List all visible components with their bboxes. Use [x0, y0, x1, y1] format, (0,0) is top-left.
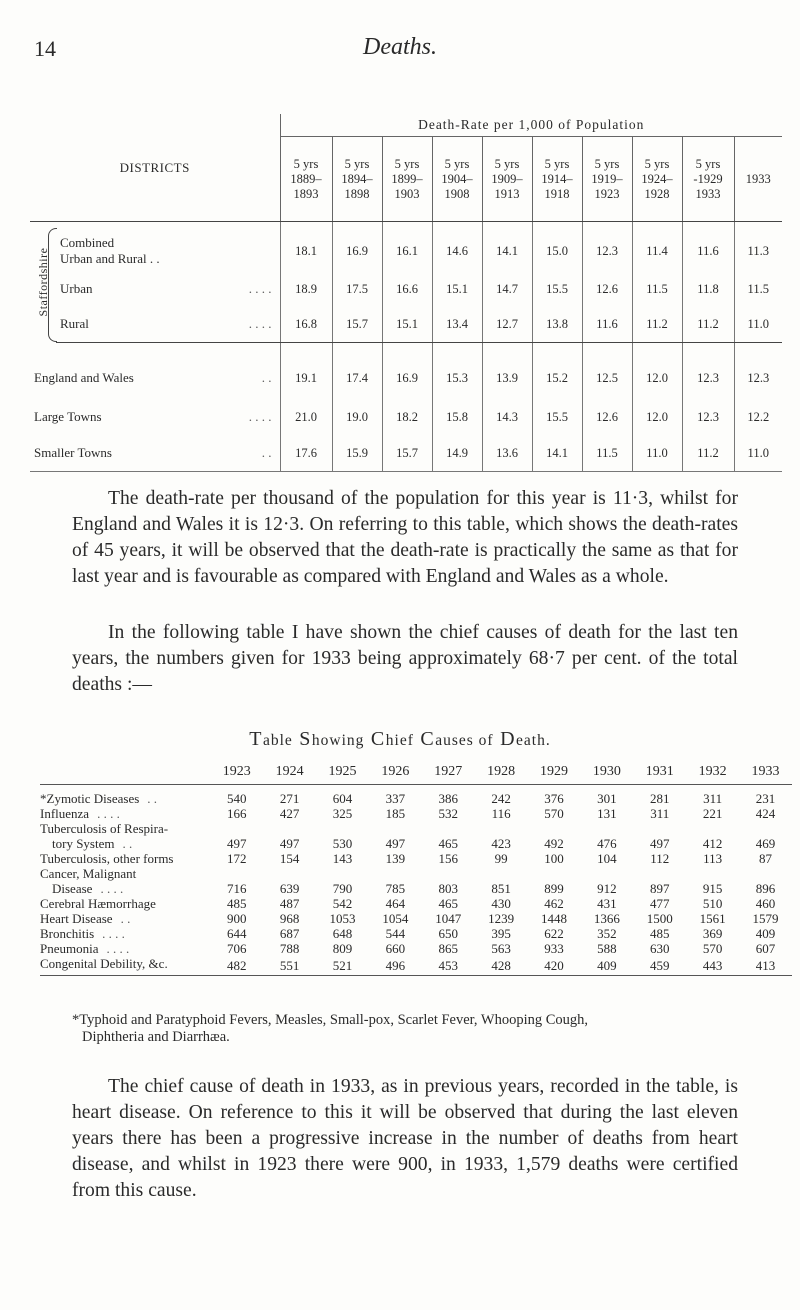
count-cell: 607	[755, 941, 776, 956]
count-cell: 221	[702, 806, 723, 821]
cause-label: Bronchitis . . . .	[40, 926, 125, 941]
count-cell: 648	[332, 926, 353, 941]
year-header: 1925	[328, 764, 357, 779]
count-cell: 139	[385, 851, 406, 866]
count-cell: 1053	[329, 911, 356, 926]
rate-cell: 13.6	[482, 435, 532, 472]
count-cell: 485	[650, 926, 670, 941]
count-cell: 706	[227, 941, 247, 956]
year-header: 1933	[751, 764, 780, 779]
period-header: 5 yrs 1914– 1918	[532, 137, 582, 222]
count-cell: 1054	[382, 911, 409, 926]
count-cell: 395	[491, 926, 511, 941]
count-cell: 482	[227, 958, 247, 973]
count-cell: 469	[755, 836, 776, 851]
count-cell: 551	[279, 958, 300, 973]
count-cell: 386	[438, 791, 459, 806]
rate-cell: 11.0	[734, 306, 782, 343]
rate-cell: 11.5	[734, 272, 782, 306]
footnote	[72, 1012, 772, 1046]
count-cell: 544	[385, 926, 406, 941]
rate-cell: 11.3	[734, 222, 782, 273]
count-cell: 896	[755, 881, 776, 896]
rate-cell: 15.1	[432, 272, 482, 306]
rate-cell: 16.9	[332, 222, 382, 273]
period-header: 5 yrs 1904– 1908	[432, 137, 482, 222]
count-cell: 413	[755, 958, 776, 973]
count-cell: 337	[385, 791, 406, 806]
rate-cell: 12.3	[682, 399, 734, 435]
count-cell: 497	[385, 836, 406, 851]
count-cell: 369	[702, 926, 723, 941]
rate-cell: 11.2	[632, 306, 682, 343]
count-cell: 459	[650, 958, 670, 973]
table-row	[40, 806, 792, 821]
count-cell: 427	[279, 806, 300, 821]
count-cell: 185	[385, 806, 406, 821]
death-rate-superheader: Death-Rate per 1,000 of Population	[280, 114, 782, 137]
table-row	[40, 941, 792, 956]
count-cell: 424	[755, 806, 776, 821]
year-header: 1927	[434, 764, 463, 779]
rate-cell: 13.9	[482, 343, 532, 400]
rate-cell: 11.0	[734, 435, 782, 472]
count-cell: 352	[597, 926, 617, 941]
period-header: 5 yrs 1899– 1903	[382, 137, 432, 222]
count-cell: 912	[597, 881, 617, 896]
count-cell: 530	[332, 836, 353, 851]
count-cell: 242	[491, 791, 511, 806]
year-header: 1930	[592, 764, 621, 779]
rate-cell: 12.6	[582, 399, 632, 435]
rate-cell: 15.5	[532, 272, 582, 306]
period-header: 5 yrs 1919– 1923	[582, 137, 632, 222]
cause-label: Congenital Debility, &c.	[40, 956, 168, 971]
table-row	[30, 435, 782, 472]
rate-cell: 14.1	[532, 435, 582, 472]
count-cell: 465	[438, 836, 459, 851]
rate-cell: 16.9	[382, 343, 432, 400]
count-cell: 933	[544, 941, 564, 956]
rate-cell: 12.6	[582, 272, 632, 306]
table-row	[30, 306, 782, 343]
cause-label: Influenza . . . .	[40, 806, 120, 821]
count-cell: 915	[702, 881, 723, 896]
count-cell: 431	[597, 896, 617, 911]
count-cell: 465	[438, 896, 459, 911]
period-header: 5 yrs 1889– 1893	[280, 137, 332, 222]
districts-header: DISTRICTS	[30, 114, 280, 222]
count-cell: 1579	[752, 911, 779, 926]
paragraph-death-rate: The death-rate per thousand of the population for this year is 11·3, whilst for England and Wales it is 12·3. On referring to this table, which shows the death-rates of 45 years, it will be observed that the death-rate is practically the same as that for last year and is favourable as compared with England and Wales as a whole.	[72, 488, 738, 587]
count-cell: 131	[597, 806, 617, 821]
rate-cell: 15.9	[332, 435, 382, 472]
count-cell: 630	[650, 941, 670, 956]
rate-cell: 14.3	[482, 399, 532, 435]
rate-cell: 15.1	[382, 306, 432, 343]
rate-cell: 17.4	[332, 343, 382, 400]
cause-label: Pneumonia . . . .	[40, 941, 130, 956]
rate-cell: 21.0	[280, 399, 332, 435]
causes-of-death-table	[40, 760, 792, 976]
count-cell: 639	[279, 881, 300, 896]
count-cell: 540	[227, 791, 247, 806]
footnote-line: *Typhoid and Paratyphoid Fevers, Measles, Small-pox, Scarlet Fever, Whooping Cough,	[72, 1012, 589, 1028]
rate-cell: 11.5	[632, 272, 682, 306]
rate-cell: 12.3	[734, 343, 782, 400]
period-header: 5 yrs 1909– 1913	[482, 137, 532, 222]
cause-label: *Zymotic Diseases . .	[40, 791, 158, 806]
row-label: Rural . . . .	[56, 306, 280, 343]
count-cell: 443	[702, 958, 723, 973]
count-cell: 492	[544, 836, 564, 851]
brace-mark	[48, 228, 57, 342]
count-cell: 460	[755, 896, 776, 911]
rate-cell: 12.3	[582, 222, 632, 273]
rate-cell: 14.9	[432, 435, 482, 472]
page-number: 14	[34, 36, 56, 61]
rate-cell: 13.4	[432, 306, 482, 343]
count-cell: 1500	[646, 911, 673, 926]
count-cell: 588	[597, 941, 617, 956]
count-cell: 271	[279, 791, 300, 806]
count-cell: 376	[544, 791, 564, 806]
table-row	[40, 926, 792, 941]
rate-cell: 15.7	[332, 306, 382, 343]
rate-cell: 19.1	[280, 343, 332, 400]
count-cell: 1366	[593, 911, 620, 926]
rate-cell: 18.2	[382, 399, 432, 435]
year-header: 1926	[381, 764, 410, 779]
year-header: 1923	[222, 764, 251, 779]
period-header: 5 yrs -1929 1933	[682, 137, 734, 222]
rate-cell: 11.0	[632, 435, 682, 472]
count-cell: 87	[759, 851, 773, 866]
rate-cell: 11.2	[682, 306, 734, 343]
county-group	[30, 222, 56, 343]
rate-cell: 17.6	[280, 435, 332, 472]
year-header: 1928	[487, 764, 516, 779]
count-cell: 563	[491, 941, 511, 956]
rate-cell: 14.7	[482, 272, 532, 306]
rate-cell: 15.7	[382, 435, 432, 472]
count-cell: 851	[491, 881, 511, 896]
count-cell: 311	[703, 791, 723, 806]
count-cell: 809	[332, 941, 353, 956]
count-cell: 570	[702, 941, 723, 956]
cause-label: Tuberculosis of Respira-	[40, 821, 169, 836]
table-row	[40, 896, 792, 911]
cause-label: Heart Disease . .	[40, 911, 131, 926]
count-cell: 1239	[488, 911, 515, 926]
count-cell: 104	[597, 851, 617, 866]
count-cell: 521	[332, 958, 353, 973]
count-cell: 1448	[541, 911, 568, 926]
footnote-line: Diphtheria and Diarrhæa.	[82, 1029, 230, 1045]
row-label: Combined Urban and Rural . .	[60, 235, 160, 266]
count-cell: 570	[544, 806, 564, 821]
row-label: Urban . . . .	[60, 281, 272, 296]
period-header: 1933	[734, 137, 782, 222]
rate-cell: 12.0	[632, 399, 682, 435]
rate-cell: 18.9	[280, 272, 332, 306]
table-row	[40, 911, 792, 926]
count-cell: 453	[438, 958, 459, 973]
cause-label: Cancer, Malignant	[40, 866, 137, 881]
table-row-continued-label	[40, 821, 792, 836]
row-label: England and Wales . .	[34, 370, 272, 385]
rate-cell: 14.1	[482, 222, 532, 273]
count-cell: 409	[755, 926, 776, 941]
year-header: 1924	[275, 764, 304, 779]
period-header: 5 yrs 1894– 1898	[332, 137, 382, 222]
count-cell: 510	[702, 896, 723, 911]
county-label: Staffordshire	[36, 247, 50, 317]
count-cell: 900	[227, 911, 247, 926]
count-cell: 423	[491, 836, 511, 851]
table-row	[40, 851, 792, 866]
count-cell: 156	[438, 851, 459, 866]
rate-cell: 15.3	[432, 343, 482, 400]
table-row	[40, 836, 792, 851]
table-row	[30, 272, 782, 306]
count-cell: 485	[227, 896, 247, 911]
count-cell: 430	[491, 896, 511, 911]
rate-cell: 16.1	[382, 222, 432, 273]
count-cell: 113	[703, 851, 723, 866]
count-cell: 462	[544, 896, 564, 911]
cause-label: Disease . . . .	[52, 881, 124, 896]
cause-label: Cerebral Hæmorrhage	[40, 896, 156, 911]
count-cell: 281	[650, 791, 670, 806]
row-label: Smaller Towns . .	[30, 435, 280, 472]
page-title: Deaths.	[363, 34, 437, 60]
count-cell: 1561	[699, 911, 726, 926]
count-cell: 604	[332, 791, 353, 806]
paragraph-causes-intro: In the following table I have shown the chief causes of death for the last ten years, the numbers given for 1933 being approximately 68·7 per cent. of the total deaths :—	[72, 622, 738, 695]
table-row	[30, 399, 782, 435]
table-row	[40, 956, 792, 976]
rate-cell: 11.6	[582, 306, 632, 343]
rate-cell: 11.5	[582, 435, 632, 472]
count-cell: 409	[597, 958, 617, 973]
year-header: 1929	[540, 764, 569, 779]
count-cell: 497	[227, 836, 247, 851]
count-cell: 803	[438, 881, 459, 896]
count-cell: 716	[227, 881, 247, 896]
count-cell: 476	[597, 836, 617, 851]
count-cell: 542	[332, 896, 353, 911]
count-cell: 325	[332, 806, 353, 821]
cause-label: tory System . .	[52, 836, 133, 851]
count-cell: 687	[279, 926, 300, 941]
table-row	[30, 343, 782, 400]
year-header-row	[40, 760, 792, 785]
count-cell: 99	[494, 851, 508, 866]
count-cell: 785	[385, 881, 406, 896]
count-cell: 497	[279, 836, 300, 851]
count-cell: 143	[332, 851, 353, 866]
count-cell: 968	[279, 911, 300, 926]
count-cell: 154	[279, 851, 300, 866]
rate-cell: 11.4	[632, 222, 682, 273]
rate-cell: 16.6	[382, 272, 432, 306]
count-cell: 166	[227, 806, 247, 821]
count-cell: 464	[385, 896, 406, 911]
count-cell: 428	[491, 958, 511, 973]
rate-cell: 11.6	[682, 222, 734, 273]
rate-cell: 15.5	[532, 399, 582, 435]
count-cell: 497	[650, 836, 670, 851]
rate-cell: 12.3	[682, 343, 734, 400]
count-cell: 897	[650, 881, 670, 896]
count-cell: 899	[544, 881, 564, 896]
rate-cell: 17.5	[332, 272, 382, 306]
table-row-continued-label	[40, 866, 792, 881]
rate-cell: 12.7	[482, 306, 532, 343]
period-header: 5 yrs 1924– 1928	[632, 137, 682, 222]
rate-cell: 12.0	[632, 343, 682, 400]
rate-cell: 18.1	[280, 222, 332, 273]
cause-label: Tuberculosis, other forms	[40, 851, 174, 866]
count-cell: 532	[438, 806, 459, 821]
table-row	[40, 791, 792, 806]
count-cell: 112	[650, 851, 670, 866]
count-cell: 301	[597, 791, 617, 806]
rate-cell: 15.2	[532, 343, 582, 400]
rate-cell: 15.8	[432, 399, 482, 435]
year-header: 1932	[698, 764, 727, 779]
count-cell: 420	[544, 958, 564, 973]
table-row	[30, 222, 782, 273]
count-cell: 1047	[435, 911, 462, 926]
rate-cell: 11.2	[682, 435, 734, 472]
count-cell: 496	[385, 958, 406, 973]
rate-cell: 13.8	[532, 306, 582, 343]
count-cell: 231	[755, 791, 776, 806]
count-cell: 487	[279, 896, 300, 911]
count-cell: 116	[491, 806, 511, 821]
rate-cell: 11.8	[682, 272, 734, 306]
table-row	[40, 881, 792, 896]
count-cell: 311	[650, 806, 670, 821]
rate-cell: 16.8	[280, 306, 332, 343]
rate-cell: 19.0	[332, 399, 382, 435]
rate-cell: 12.5	[582, 343, 632, 400]
count-cell: 412	[702, 836, 723, 851]
year-header: 1931	[645, 764, 674, 779]
rate-cell: 15.0	[532, 222, 582, 273]
death-rate-table	[30, 114, 782, 472]
rate-cell: 12.2	[734, 399, 782, 435]
count-cell: 660	[385, 941, 406, 956]
count-cell: 650	[438, 926, 459, 941]
paragraph-heart-disease: The chief cause of death in 1933, as in previous years, recorded in the table, is heart disease. On reference to this it will be observed that during the last eleven years there has been a progressive increase in the number of deaths from heart disease, and whilst in 1923 there were 900, in 1933, 1,579 deaths were certified from this cause.	[72, 1076, 738, 1201]
row-label: Large Towns . . . .	[34, 409, 272, 424]
count-cell: 622	[544, 926, 564, 941]
rate-cell: 14.6	[432, 222, 482, 273]
count-cell: 644	[227, 926, 247, 941]
count-cell: 172	[227, 851, 247, 866]
causes-table-title: Table Showing Chief Causes of Death.	[249, 728, 551, 750]
count-cell: 477	[650, 896, 670, 911]
count-cell: 790	[332, 881, 353, 896]
count-cell: 865	[438, 941, 459, 956]
count-cell: 100	[544, 851, 564, 866]
count-cell: 788	[279, 941, 300, 956]
